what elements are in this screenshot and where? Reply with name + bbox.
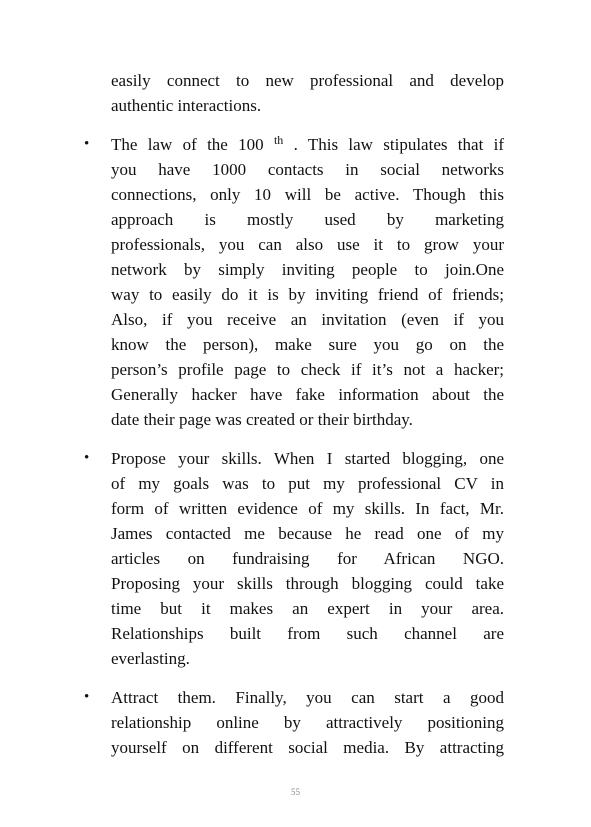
bullet-1-line: professionals, you can also use it to grow your bbox=[111, 235, 504, 254]
bullet-1-text-tail: . This law stipulates that if bbox=[283, 135, 504, 154]
bullet-1-line: Also, if you receive an invitation (even if you bbox=[111, 310, 504, 329]
bullet-icon: • bbox=[84, 689, 90, 705]
bullet-1-line: network by simply inviting people to join.One bbox=[111, 260, 504, 279]
bullet-2-line: Relationships built from such channel are bbox=[111, 624, 504, 643]
bullet-1-line: you have 1000 contacts in social networks bbox=[111, 160, 504, 179]
bullet-2-line: form of written evidence of my skills. In fact, Mr. bbox=[111, 499, 504, 518]
bullet-3-line: Attract them. Finally, you can start a good bbox=[111, 688, 504, 707]
bullet-2-line: Proposing your skills through blogging could take bbox=[111, 574, 504, 593]
bullet-1-line: Generally hacker have fake information about the bbox=[111, 385, 504, 404]
bullet-2-line: articles on fundraising for African NGO. bbox=[111, 549, 504, 568]
bullet-2-line: of my goals was to put my professional CV in bbox=[111, 474, 504, 493]
intro-line: authentic interactions. bbox=[111, 96, 262, 115]
bullet-2-line: everlasting. bbox=[111, 649, 190, 668]
bullet-1-line: approach is mostly used by marketing bbox=[111, 210, 504, 229]
bullet-1-line: way to easily do it is by inviting friend of friends; bbox=[111, 285, 504, 304]
bullet-icon: • bbox=[84, 136, 90, 152]
bullet-3-line: relationship online by attractively positioning bbox=[111, 713, 504, 732]
bullet-1-line: know the person), make sure you go on the bbox=[111, 335, 504, 354]
bullet-1-line: connections, only 10 will be active. Though this bbox=[111, 185, 504, 204]
intro-line: easily connect to new professional and develop bbox=[111, 71, 504, 90]
bullet-3-line: yourself on different social media. By attracting bbox=[111, 738, 504, 757]
bullet-2-line: James contacted me because he read one of my bbox=[111, 524, 504, 543]
page-number: 55 bbox=[291, 787, 300, 797]
bullet-2-line: Propose your skills. When I started blogging, one bbox=[111, 449, 504, 468]
bullet-2-line: time but it makes an expert in your area. bbox=[111, 599, 504, 618]
bullet-1-line bbox=[111, 132, 504, 159]
bullet-icon: • bbox=[84, 450, 90, 466]
superscript-th: th bbox=[273, 133, 284, 147]
bullet-1-line: date their page was created or their birthday. bbox=[111, 410, 413, 429]
bullet-1-text: The law of the 100 bbox=[111, 135, 274, 154]
bullet-1-line: person’s profile page to check if it’s not a hacker; bbox=[111, 360, 504, 379]
